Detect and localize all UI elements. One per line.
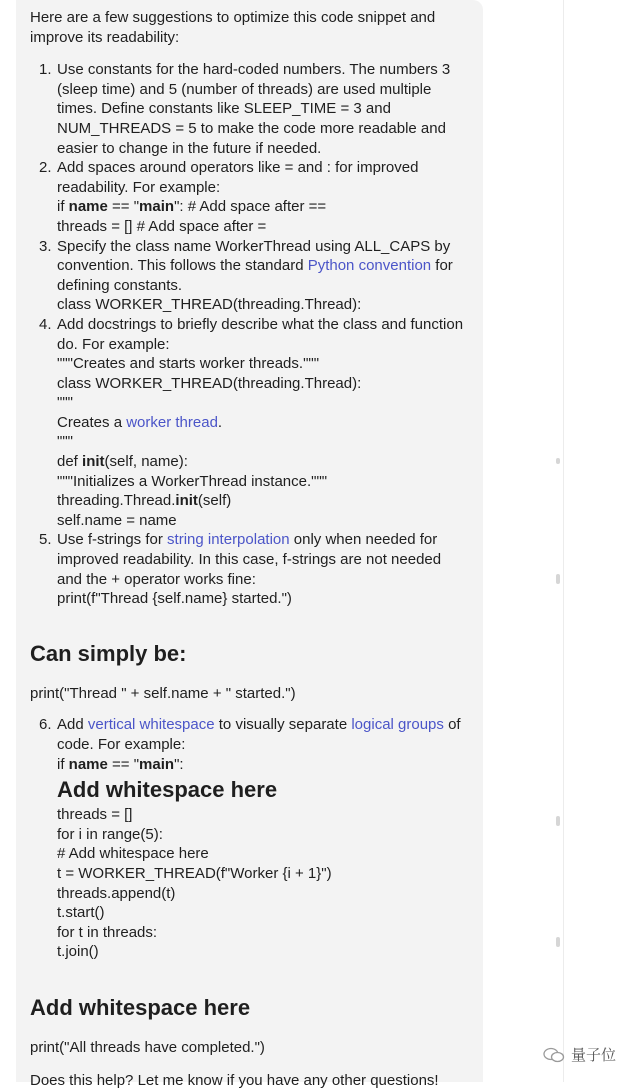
scroll-marker: [556, 937, 560, 947]
code-example-line: if name == "main":: [57, 755, 184, 773]
closing-text: Does this help? Let me know if you have any other questions!: [30, 1071, 439, 1089]
scroll-marker: [556, 574, 560, 584]
code-example-line: """Creates and starts worker threads.""": [57, 355, 320, 373]
watermark: [543, 1044, 616, 1065]
vertical-whitespace-link[interactable]: vertical whitespace: [87, 716, 215, 734]
message-content: [30, 8, 480, 1090]
inline-heading: Add whitespace here: [57, 777, 278, 803]
suggestion-list: [30, 60, 480, 609]
item-text: do. For example:: [57, 335, 170, 353]
list-number: 6.: [39, 716, 52, 734]
item-text: (sleep time) and 5 (number of threads) are used multiple: [57, 80, 432, 98]
intro-text: Here are a few suggestions to optimize this code snippet and improve its readability:: [30, 9, 436, 46]
code-example-line: self.name = name: [57, 511, 177, 529]
item-text: and the + operator works fine:: [57, 570, 256, 588]
logical-groups-link[interactable]: logical groups: [351, 716, 444, 734]
item-text: Use f-strings for string interpolation only when needed for: [57, 531, 438, 549]
worker-thread-link[interactable]: worker thread: [126, 413, 218, 431]
list-number: 5.: [39, 531, 52, 549]
item-text: readability. For example:: [57, 178, 221, 196]
item-text: defining constants.: [57, 276, 183, 294]
wechat-icon: [543, 1047, 565, 1063]
code-example-line: class WORKER_THREAD(threading.Thread):: [57, 296, 362, 314]
code-example-line: t.join(): [57, 943, 99, 961]
list-number: 1.: [39, 61, 52, 79]
code-example-line: print(f"Thread {self.name} started."): [57, 590, 292, 608]
code-example-line: Creates a worker thread.: [57, 413, 223, 431]
code-example-line: for t in threads:: [57, 923, 158, 941]
code-example-line: def init(self, name):: [57, 453, 188, 471]
list-number: 2.: [39, 159, 52, 177]
item-text: code. For example:: [57, 736, 186, 753]
item-text: Use constants for the hard-coded numbers. The numbers 3: [57, 61, 451, 79]
list-item-5: [30, 530, 480, 608]
code-example-line: threads = []: [57, 806, 133, 824]
item-text: easier to change in the future if needed.: [57, 139, 322, 157]
item-text: NUM_THREADS = 5 to make the code more readable and: [57, 119, 446, 137]
item-text: Add docstrings to briefly describe what the class and function: [57, 315, 464, 333]
panel-divider: [563, 0, 564, 1082]
suggestion-list-continued: [30, 715, 480, 962]
list-item-3: [30, 237, 480, 315]
item-text: Add vertical whitespace to visually separate logical groups of: [57, 716, 461, 734]
list-item-1: [30, 60, 480, 158]
code-example-line: if name == "main": # Add space after ==: [57, 198, 327, 216]
code-example-line: threading.Thread.init(self): [57, 492, 232, 510]
code-example-line: """: [57, 433, 73, 451]
list-item-2: [30, 158, 480, 236]
item-text: convention. This follows the standard Python convention for: [57, 257, 453, 275]
code-example-line: for i in range(5):: [57, 825, 163, 843]
string-interpolation-link[interactable]: string interpolation: [167, 531, 290, 549]
code-example-line: """: [57, 394, 73, 412]
list-number: 3.: [39, 237, 52, 255]
code-example-line: # Add whitespace here: [57, 845, 209, 863]
section-heading: Add whitespace here: [30, 994, 251, 1020]
item-text: Add spaces around operators like = and : for improved: [57, 159, 419, 177]
code-example-line: """Initializes a WorkerThread instance.""": [57, 472, 328, 490]
list-item-6: [30, 715, 480, 962]
item-text: Specify the class name WorkerThread using ALL_CAPS by: [57, 237, 451, 255]
scroll-marker: [556, 816, 560, 826]
code-example-line: threads.append(t): [57, 884, 176, 902]
code-example-line: t.start(): [57, 904, 105, 922]
watermark-text: 量子位: [571, 1047, 617, 1064]
code-example-line: t = WORKER_THREAD(f"Worker {i + 1}"): [57, 864, 332, 882]
code-line: print("Thread " + self.name + " started."): [30, 684, 296, 702]
list-number: 4.: [39, 315, 52, 333]
list-item-4: [30, 315, 480, 531]
code-line: print("All threads have completed."): [30, 1038, 265, 1056]
item-text: improved readability. In this case, f-strings are not needed: [57, 551, 442, 569]
item-text: times. Define constants like SLEEP_TIME = 3 and: [57, 100, 391, 118]
section-heading: Can simply be:: [30, 640, 187, 666]
code-example-line: class WORKER_THREAD(threading.Thread):: [57, 374, 362, 392]
scroll-marker: [556, 458, 560, 464]
python-convention-link[interactable]: Python convention: [307, 257, 432, 275]
code-example-line: threads = [] # Add space after =: [57, 217, 267, 235]
